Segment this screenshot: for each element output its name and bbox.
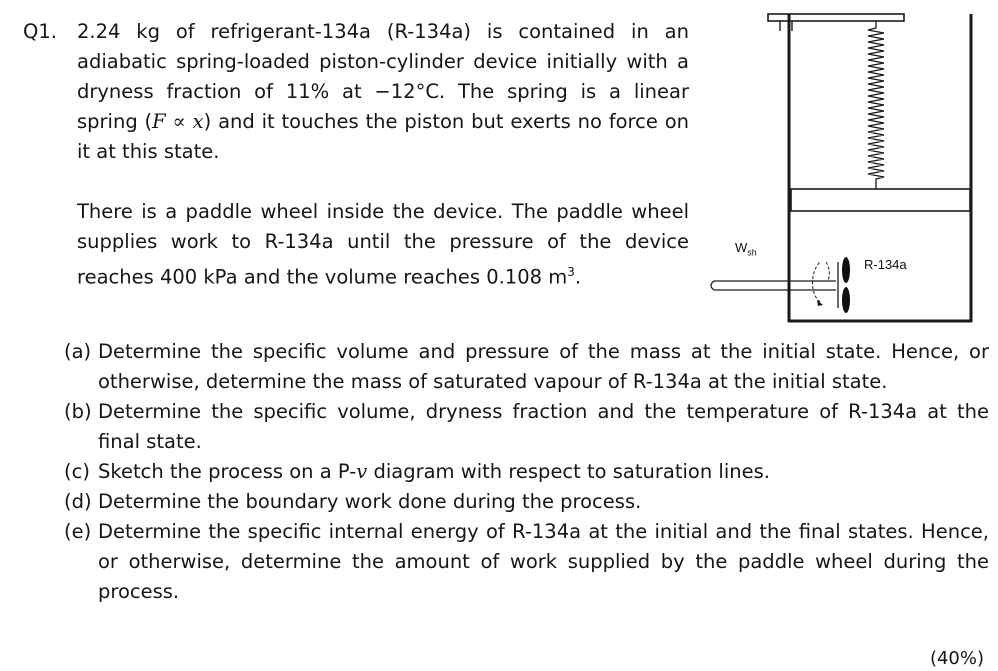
rotation-arrow-left	[813, 262, 821, 302]
shaft-end	[711, 281, 714, 290]
spring-formula: F ∝ x	[152, 110, 204, 133]
part-text: Sketch the process on a P-	[98, 460, 357, 483]
part-text: Determine the specific volume, dryness fraction and the temperature of R-134a at the final state.	[98, 400, 989, 453]
intro-paragraph-1	[77, 17, 689, 167]
question-number: Q1.	[23, 20, 57, 43]
paddle-blade-bottom	[842, 287, 850, 313]
cubic-superscript: 3	[567, 265, 575, 279]
specific-volume-symbol: v	[356, 460, 368, 483]
paddle-blade-top	[842, 257, 850, 283]
piston-cylinder-diagram	[700, 0, 998, 330]
question-intro	[77, 17, 689, 293]
intro-paragraph-1-text-end: ) and it touches the piston but exerts no force on it at this state.	[77, 110, 690, 163]
intro-paragraph-1-text: 2.24 kg of refrigerant-134a (R-134a) is contained in an adiabatic spring-loaded piston-cylinder device initially with a dryness fraction of 11% at −12°C. The spring is a linear spring (	[77, 20, 689, 133]
shaft-work-symbol: W	[735, 240, 748, 255]
rotation-arrowhead	[817, 300, 823, 306]
part-text-end: diagram with respect to saturation lines.	[367, 460, 770, 483]
shaft-work-subscript: sh	[747, 247, 757, 258]
part-e	[64, 517, 989, 607]
refrigerant-label: R-134a	[864, 257, 907, 272]
part-d	[64, 487, 989, 517]
part-text: Determine the boundary work done during the process.	[98, 490, 642, 513]
part-text: Determine the specific volume and pressure of the mass at the initial state. Hence, or otherwise, determine the mass of saturated vapour of R-134a at the initial state.	[98, 340, 989, 393]
spring-coil	[868, 21, 884, 189]
intro-paragraph-2	[77, 197, 689, 293]
part-label: (b)	[64, 400, 92, 423]
intro-paragraph-2-text-end: .	[574, 265, 582, 289]
part-label: (e)	[64, 520, 92, 543]
shaft-work-label	[735, 240, 757, 261]
part-label: (a)	[64, 340, 92, 363]
part-b	[64, 397, 989, 457]
intro-paragraph-2-text: There is a paddle wheel inside the device. The paddle wheel supplies work to R-134a until the pressure of the device reaches 400 kPa and the volume reaches 0.108 m	[77, 200, 689, 289]
question-parts	[64, 337, 989, 607]
rotation-arrow-right	[826, 262, 829, 280]
marks-allocation: (40%)	[929, 648, 984, 669]
part-c	[64, 457, 989, 487]
piston-cylinder-figure	[700, 0, 998, 330]
part-label: (d)	[64, 490, 92, 513]
piston	[791, 189, 970, 211]
part-a	[64, 337, 989, 397]
part-label: (c)	[64, 460, 90, 483]
part-text: Determine the specific internal energy of R-134a at the initial and the final states. Hence, or otherwise, determine the amount of work supplied by the paddle wheel during the process.	[98, 520, 989, 603]
